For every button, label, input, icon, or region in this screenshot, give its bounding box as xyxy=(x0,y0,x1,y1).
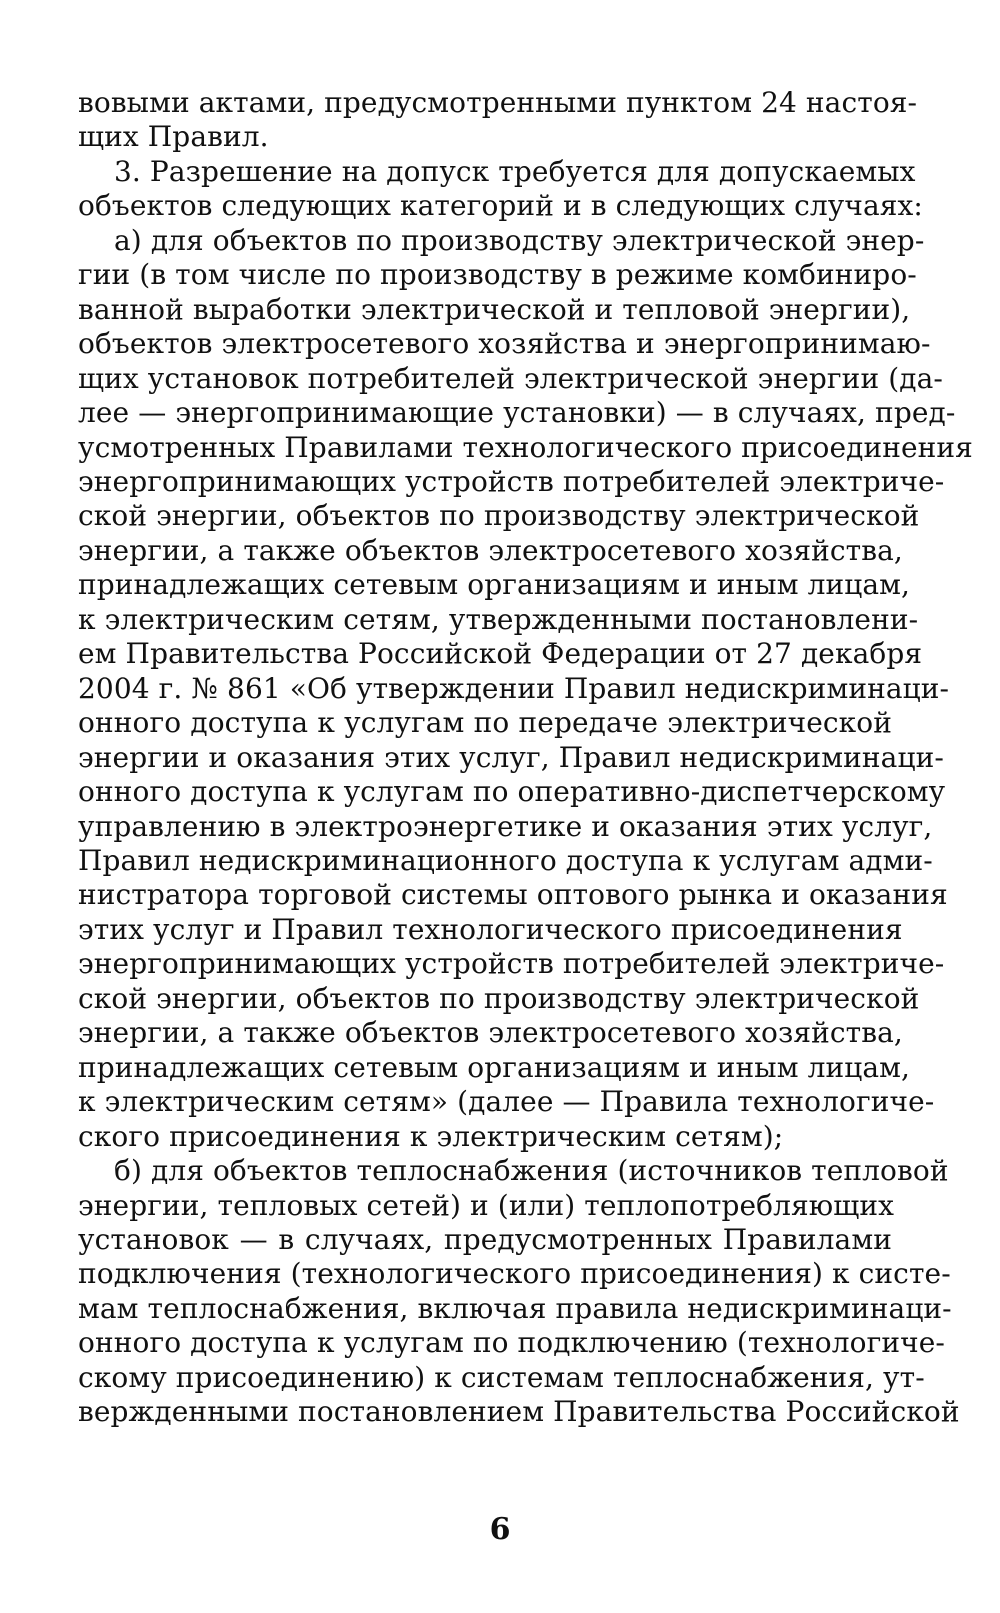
text-line: этих услуг и Правил технологического присоединения xyxy=(78,912,903,946)
text-line: энергопринимающих устройств потребителей электриче- xyxy=(78,464,945,498)
text-line: подключения (технологического присоединения) к систе- xyxy=(78,1257,951,1291)
text-line: ской энергии, объектов по производству электрической xyxy=(78,981,920,1015)
text-line: лее — энергопринимающие установки) — в случаях, пред- xyxy=(78,396,956,430)
text-line: установок — в случаях, предусмотренных Правилами xyxy=(78,1222,892,1256)
text-line: к электрическим сетям» (далее — Правила технологиче- xyxy=(78,1085,935,1119)
text-line: щих Правил. xyxy=(78,120,269,154)
text-line: принадлежащих сетевым организациям и иным лицам, xyxy=(78,1050,911,1084)
text-line: энергии, а также объектов электросетевого хозяйства, xyxy=(78,533,903,567)
text-line: онного доступа к услугам по передаче электрической xyxy=(78,706,892,740)
text-line: онного доступа к услугам по оперативно-диспетчерскому xyxy=(78,775,946,809)
text-line: объектов электросетевого хозяйства и энергопринимаю- xyxy=(78,327,931,361)
text-line: управлению в электроэнергетике и оказания этих услуг, xyxy=(78,809,933,843)
text-line: энергии, а также объектов электросетевого хозяйства, xyxy=(78,1016,903,1050)
text-line: щих установок потребителей электрической энергии (да- xyxy=(78,361,943,395)
text-line: онного доступа к услугам по подключению (технологиче- xyxy=(78,1326,945,1360)
text-line: скому присоединению) к системам теплоснабжения, ут- xyxy=(78,1360,925,1394)
text-line: вержденными постановлением Правительства Российской xyxy=(78,1395,960,1429)
body-text xyxy=(78,86,973,1430)
text-line: ем Правительства Российской Федерации от 27 декабря xyxy=(78,637,923,671)
text-line: Правил недискриминационного доступа к услугам адми- xyxy=(78,843,933,877)
text-line: усмотренных Правилами технологического присоединения xyxy=(78,430,973,464)
text-line: вовыми актами, предусмотренными пунктом 24 настоя- xyxy=(78,86,918,119)
text-line: нистратора торговой системы оптового рынка и оказания xyxy=(78,878,948,912)
page-number: 6 xyxy=(489,1512,511,1547)
text-line: мам теплоснабжения, включая правила недискриминаци- xyxy=(78,1291,952,1325)
text-line: энергопринимающих устройств потребителей электриче- xyxy=(78,947,945,981)
text-line: 3. Разрешение на допуск требуется для допускаемых xyxy=(114,154,916,188)
text-line: а) для объектов по производству электрической энер- xyxy=(114,223,925,257)
text-line: ской энергии, объектов по производству электрической xyxy=(78,499,920,533)
text-line: объектов следующих категорий и в следующих случаях: xyxy=(78,189,923,223)
text-line: принадлежащих сетевым организациям и иным лицам, xyxy=(78,568,911,602)
text-line: ванной выработки электрической и тепловой энергии), xyxy=(78,292,911,326)
text-line: гии (в том числе по производству в режиме комбиниро- xyxy=(78,258,917,292)
text-line: к электрическим сетям, утвержденными постановлени- xyxy=(78,602,919,636)
text-line: б) для объектов теплоснабжения (источников тепловой xyxy=(114,1154,949,1188)
text-line: ского присоединения к электрическим сетям); xyxy=(78,1119,784,1153)
text-line: энергии, тепловых сетей) и (или) теплопотребляющих xyxy=(78,1188,895,1222)
text-line: 2004 г. № 861 «Об утверждении Правил недискриминаци- xyxy=(78,671,950,705)
text-line: энергии и оказания этих услуг, Правил недискриминаци- xyxy=(78,740,944,774)
